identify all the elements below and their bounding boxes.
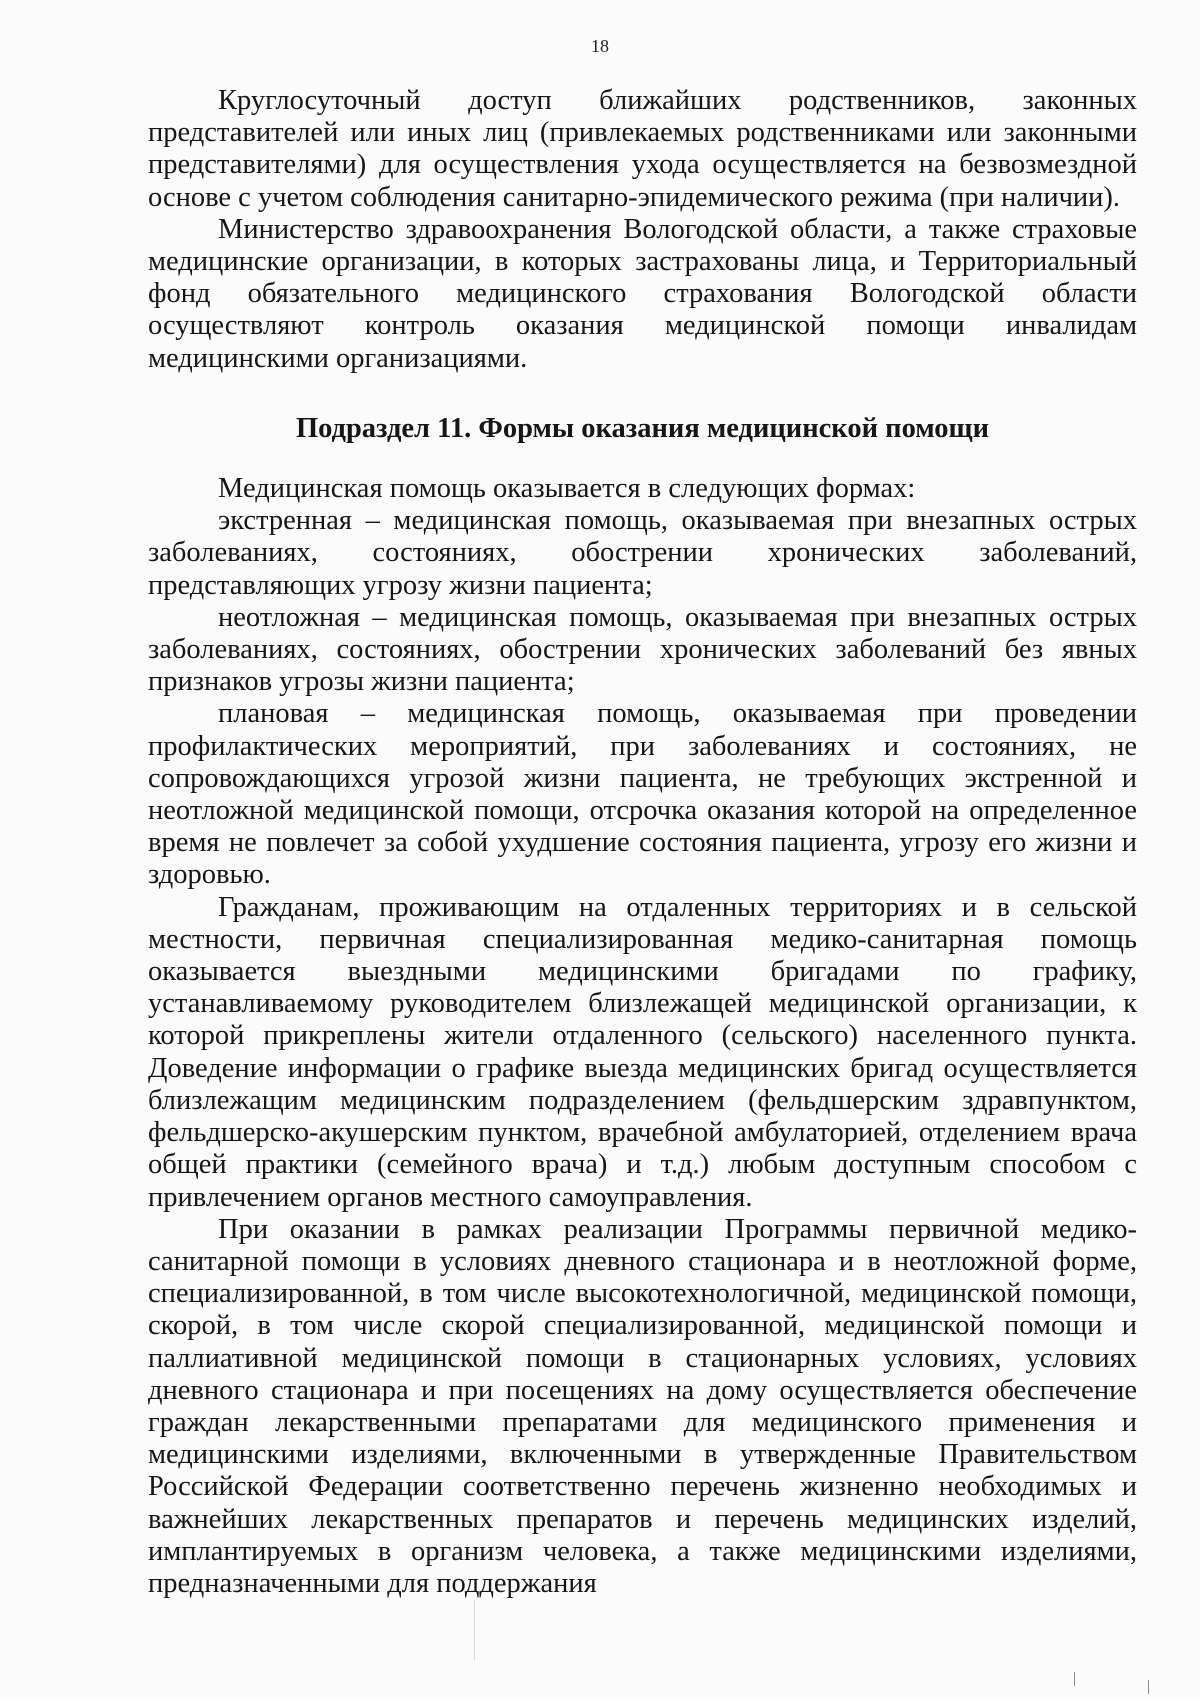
- paragraph-caregiver-access: Круглосуточный доступ ближайших родственников, законных представителей или иных лиц (привлекаемых родственниками или законными представителями) для осуществления ухода осуществляется на безвозмездной основе с учетом соблюдения санитарно-эпидемического режима (при наличии).: [148, 85, 1137, 213]
- paragraph-ministry-control: Министерство здравоохранения Вологодской области, а также страховые медицинские организации, в которых застрахованы лица, и Территориальный фонд обязательного медицинского страхования Вологодской области осуществляют контроль оказания медицинской помощи инвалидам медицинскими организациями.: [148, 213, 1137, 374]
- scan-artifact-mark: [474, 1600, 475, 1660]
- paragraph-emergency-form: экстренная – медицинская помощь, оказываемая при внезапных острых заболеваниях, состояниях, обострении хронических заболеваний, представляющих угрозу жизни пациента;: [148, 505, 1137, 601]
- page-number: 18: [591, 36, 609, 56]
- paragraph-forms-intro: Медицинская помощь оказывается в следующих формах:: [218, 473, 916, 505]
- paragraph-planned-form: плановая – медицинская помощь, оказываемая при проведении профилактических мероприятий, при заболеваниях и состояниях, не сопровождающихся угрозой жизни пациента, не требующих экстренной и неотложной медицинской помощи, отсрочка оказания которой на определенное время не повлечет за собой ухудшение состояния пациента, угрозу его жизни и здоровью.: [148, 698, 1137, 891]
- paragraph-urgent-form: неотложная – медицинская помощь, оказываемая при внезапных острых заболеваниях, состояниях, обострении хронических заболеваний без явных признаков угрозы жизни пациента;: [148, 601, 1137, 698]
- scan-artifact-mark: [1074, 1672, 1075, 1686]
- paragraph-drug-provision: При оказании в рамках реализации Программы первичной медико-санитарной помощи в условиях дневного стационара и в неотложной форме, специализированной, в том числе высокотехнологичной, медицинской помощи, скорой, в том числе скорой специализированной, медицинской помощи и паллиативной медицинской помощи в стационарных условиях, условиях дневного стационара и при посещениях на дому осуществляется обеспечение граждан лекарственными препаратами для медицинского применения и медицинскими изделиями, включенными в утвержденные Правительством Российской Федерации соответственно перечень жизненно необходимых и важнейших лекарственных препаратов и перечень медицинских изделий, имплантируемых в организм человека, а также медицинскими изделиями, предназначенными для поддержания: [148, 1213, 1137, 1599]
- paragraph-remote-areas: Гражданам, проживающим на отдаленных территориях и в сельской местности, первичная специализированная медико-санитарная помощь оказывается выездными медицинскими бригадами по графику, устанавливаемому руководителем близлежащей медицинской организации, к которой прикреплены жители отдаленного (сельского) населенного пункта. Доведение информации о графике выезда медицинских бригад осуществляется близлежащим медицинским подразделением (фельдшерским здравпунктом, фельдшерско-акушерским пунктом, врачебной амбулаторией, отделением врача общей практики (семейного врача) и т.д.) любым доступным способом с привлечением органов местного самоуправления.: [148, 891, 1137, 1213]
- section-heading: Подраздел 11. Формы оказания медицинской помощи: [295, 412, 990, 444]
- page-body: [148, 85, 1137, 1600]
- scan-artifact-mark: [1148, 1680, 1149, 1694]
